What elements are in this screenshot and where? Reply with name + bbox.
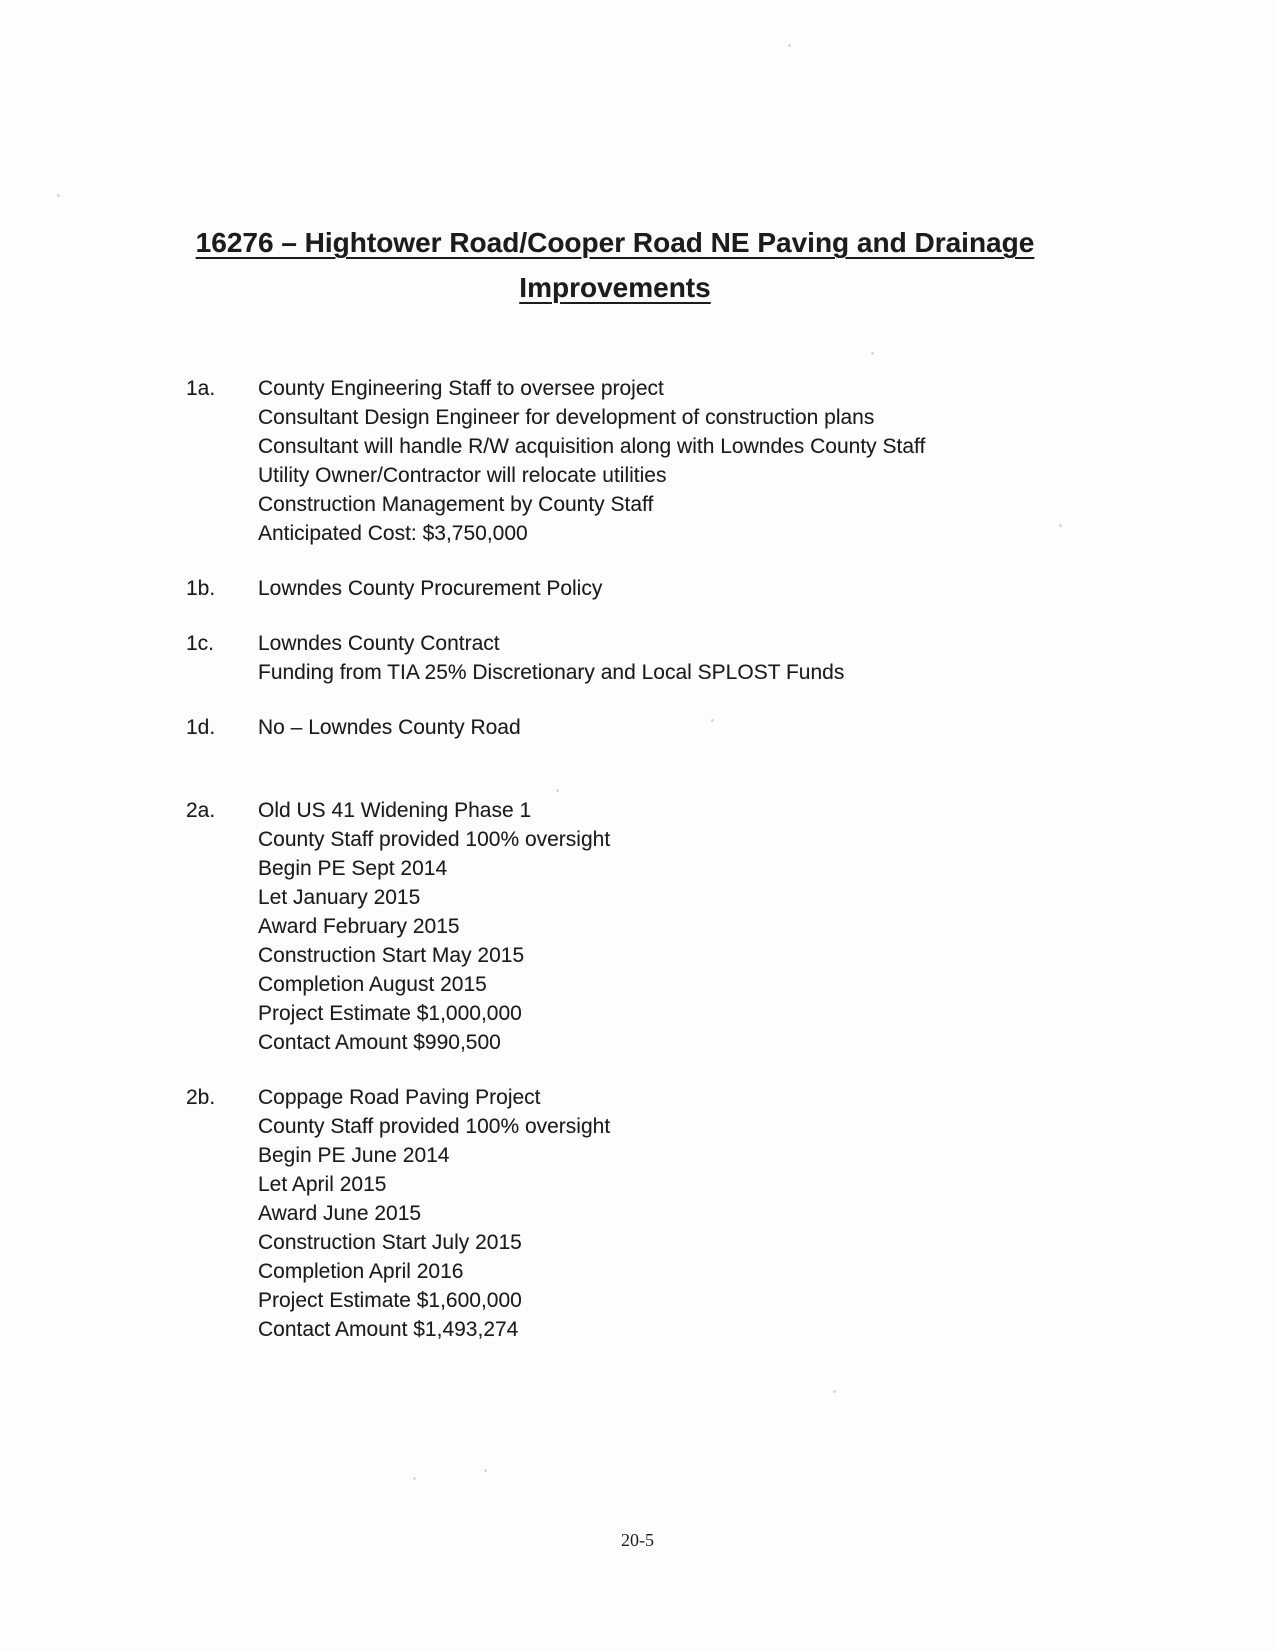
section-2a-body <box>258 796 1215 1057</box>
text-line: Completion April 2016 <box>258 1260 464 1283</box>
text-line: Begin PE June 2014 <box>258 1144 450 1167</box>
section-2a <box>186 768 1215 1057</box>
section-2a-label: 2a. <box>186 799 216 822</box>
text-line: Let April 2015 <box>258 1173 387 1196</box>
text-line: County Staff provided 100% oversight <box>258 828 611 851</box>
section-1a-label: 1a. <box>186 377 216 400</box>
title-line-1: 16276 – Hightower Road/Cooper Road NE Paving and Drainage <box>195 227 1035 258</box>
scan-artifact <box>788 44 791 47</box>
text-line: Completion August 2015 <box>258 973 487 996</box>
section-1c-label: 1c. <box>186 632 215 655</box>
text-line: Utility Owner/Contractor will relocate utilities <box>258 464 667 487</box>
section-1c-body <box>258 629 1215 687</box>
text-line: Construction Start May 2015 <box>258 944 525 967</box>
section-1b-label: 1b. <box>186 577 216 600</box>
text-line: County Engineering Staff to oversee project <box>258 377 664 400</box>
text-line: Begin PE Sept 2014 <box>258 857 448 880</box>
scan-artifact <box>413 1477 416 1480</box>
text-line: Award June 2015 <box>258 1202 422 1225</box>
scan-artifact <box>57 194 60 197</box>
section-1a <box>186 374 1215 548</box>
section-1b <box>186 574 1215 603</box>
section-2b-label: 2b. <box>186 1086 216 1109</box>
section-2b <box>186 1083 1215 1344</box>
title-line-2: Improvements <box>519 272 711 303</box>
text-line: No – Lowndes County Road <box>258 716 521 739</box>
section-1c <box>186 629 1215 687</box>
text-line: County Staff provided 100% oversight <box>258 1115 611 1138</box>
section-1b-body <box>258 574 1215 603</box>
scan-artifact <box>1059 524 1062 527</box>
section-1a-body <box>258 374 1215 548</box>
document-title <box>0 0 1275 310</box>
text-line: Project Estimate $1,600,000 <box>258 1289 522 1312</box>
scan-artifact <box>871 352 874 355</box>
text-line: Funding from TIA 25% Discretionary and Local SPLOST Funds <box>258 661 845 684</box>
text-line: Contact Amount $1,493,274 <box>258 1318 519 1341</box>
text-line: Consultant Design Engineer for development of construction plans <box>258 406 875 429</box>
section-2b-body <box>258 1083 1215 1344</box>
text-line: Lowndes County Procurement Policy <box>258 577 603 600</box>
text-line: Coppage Road Paving Project <box>258 1086 541 1109</box>
section-1d-label: 1d. <box>186 716 216 739</box>
text-line: Award February 2015 <box>258 915 460 938</box>
text-line: Construction Start July 2015 <box>258 1231 522 1254</box>
scan-artifact <box>833 1390 836 1393</box>
scan-artifact <box>711 719 714 722</box>
page-number: 20-5 <box>621 1530 654 1550</box>
sections-list <box>0 374 1275 1370</box>
text-line: Contact Amount $990,500 <box>258 1031 501 1054</box>
text-line: Project Estimate $1,000,000 <box>258 1002 522 1025</box>
text-line: Construction Management by County Staff <box>258 493 654 516</box>
text-line: Let January 2015 <box>258 886 421 909</box>
section-1d-body <box>258 713 1215 742</box>
text-line: Anticipated Cost: $3,750,000 <box>258 522 528 545</box>
section-1d <box>186 713 1215 742</box>
scan-artifact <box>484 1469 487 1472</box>
text-line: Old US 41 Widening Phase 1 <box>258 799 532 822</box>
text-line: Consultant will handle R/W acquisition along with Lowndes County Staff <box>258 435 926 458</box>
scan-artifact <box>556 789 559 792</box>
text-line: Lowndes County Contract <box>258 632 500 655</box>
